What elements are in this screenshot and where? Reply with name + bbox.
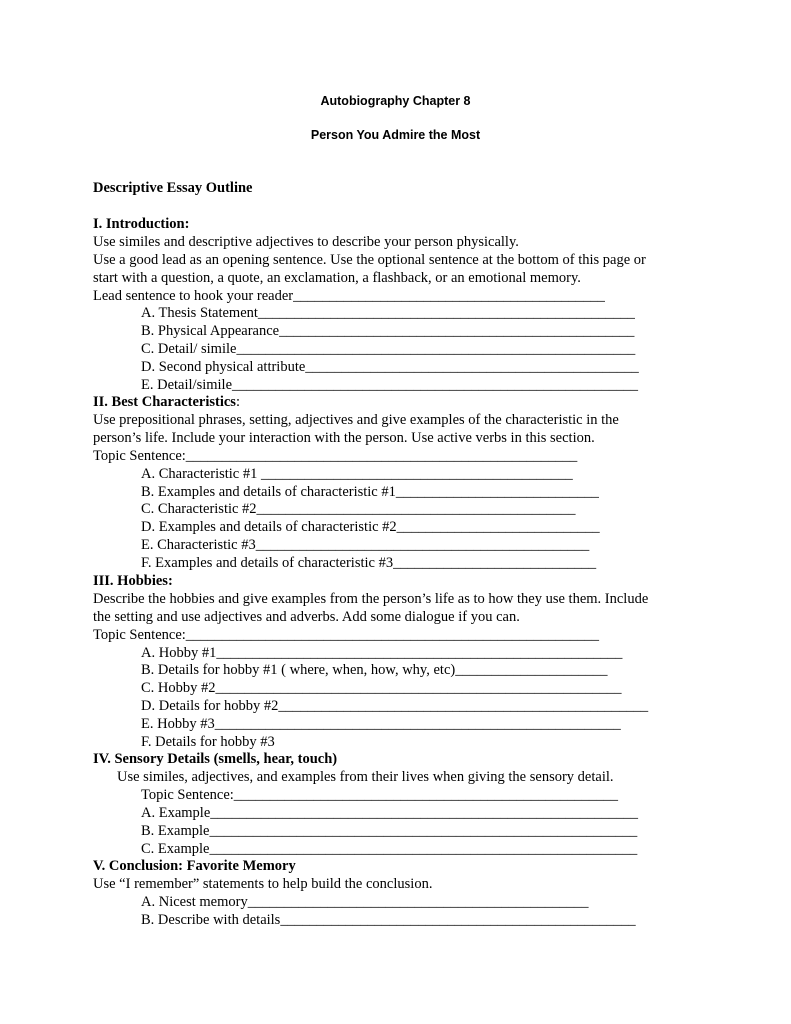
outline-item: C. Example___________________________________________________________ <box>141 841 638 857</box>
outline-item: B. Details for hobby #1 ( where, when, how, why, etc)_____________________ <box>141 662 608 678</box>
outline-item: B. Describe with details_________________________________________________ <box>141 912 636 928</box>
outline-item: F. Details for hobby #3 <box>141 734 275 750</box>
document-subtitle: Person You Admire the Most <box>310 128 481 142</box>
outline-item: C. Characteristic #2____________________________________________ <box>141 501 576 517</box>
outline-item: A. Characteristic #1 ___________________________________________ <box>141 466 573 482</box>
outline-item: A. Nicest memory_______________________________________________ <box>141 894 589 910</box>
outline-item: A. Thesis Statement____________________________________________________ <box>141 305 635 321</box>
outline-item: B. Example___________________________________________________________ <box>141 823 638 839</box>
outline-title: Descriptive Essay Outline <box>93 180 253 196</box>
outline-item: B. Examples and details of characteristic #1____________________________ <box>141 484 599 500</box>
outline-item: A. Hobby #1________________________________________________________ <box>141 645 623 661</box>
outline-item: D. Second physical attribute______________________________________________ <box>141 359 639 375</box>
lead-sentence-blank: Lead sentence to hook your reader___________________________________________ <box>93 288 605 304</box>
topic-sentence-blank: Topic Sentence:______________________________________________________ <box>93 448 578 464</box>
best-paragraph-line: person’s life. Include your interaction with the person. Use active verbs in this section. <box>93 430 595 446</box>
outline-item: C. Hobby #2________________________________________________________ <box>141 680 622 696</box>
outline-item: F. Examples and details of characteristic #3____________________________ <box>141 555 597 571</box>
section-heading-hobbies: III. Hobbies: <box>93 573 173 589</box>
outline-item: C. Detail/ simile_______________________________________________________ <box>141 341 636 357</box>
sensory-paragraph-line: Use similes, adjectives, and examples from their lives when giving the sensory detail. <box>117 769 614 785</box>
best-paragraph-line: Use prepositional phrases, setting, adjectives and give examples of the characteristic in the <box>93 412 619 428</box>
topic-sentence-blank: Topic Sentence:_________________________________________________________ <box>93 627 600 643</box>
section-heading-sensory-details: IV. Sensory Details (smells, hear, touch) <box>93 751 338 767</box>
intro-paragraph-line: Use similes and descriptive adjectives to describe your person physically. <box>93 234 519 250</box>
outline-item: D. Details for hobby #2___________________________________________________ <box>141 698 649 714</box>
hobbies-paragraph-line: the setting and use adjectives and adverbs. Add some dialogue if you can. <box>93 609 520 625</box>
outline-item: D. Examples and details of characteristic #2____________________________ <box>141 519 600 535</box>
section-heading-colon: : <box>235 394 240 410</box>
outline-item: B. Physical Appearance_________________________________________________ <box>141 323 635 339</box>
outline-item: E. Detail/simile________________________________________________________ <box>141 377 639 393</box>
intro-paragraph-line: start with a question, a quote, an exclamation, a flashback, or an emotional memory. <box>93 270 581 286</box>
topic-sentence-blank: Topic Sentence:_____________________________________________________ <box>141 787 619 803</box>
section-heading-introduction: I. Introduction: <box>93 216 190 232</box>
conclusion-paragraph-line: Use “I remember” statements to help build the conclusion. <box>93 876 433 892</box>
intro-paragraph-line: Use a good lead as an opening sentence. Use the optional sentence at the bottom of this page or <box>93 252 646 268</box>
hobbies-paragraph-line: Describe the hobbies and give examples from the person’s life as to how they use them. Include <box>93 591 649 607</box>
section-heading-best-characteristics <box>93 394 240 411</box>
section-heading-conclusion: V. Conclusion: Favorite Memory <box>93 858 296 874</box>
document-title: Autobiography Chapter 8 <box>320 94 471 108</box>
section-heading-text: II. Best Characteristics <box>93 394 236 410</box>
outline-item: E. Characteristic #3______________________________________________ <box>141 537 590 553</box>
outline-item: E. Hobby #3________________________________________________________ <box>141 716 621 732</box>
outline-item: A. Example___________________________________________________________ <box>141 805 639 821</box>
